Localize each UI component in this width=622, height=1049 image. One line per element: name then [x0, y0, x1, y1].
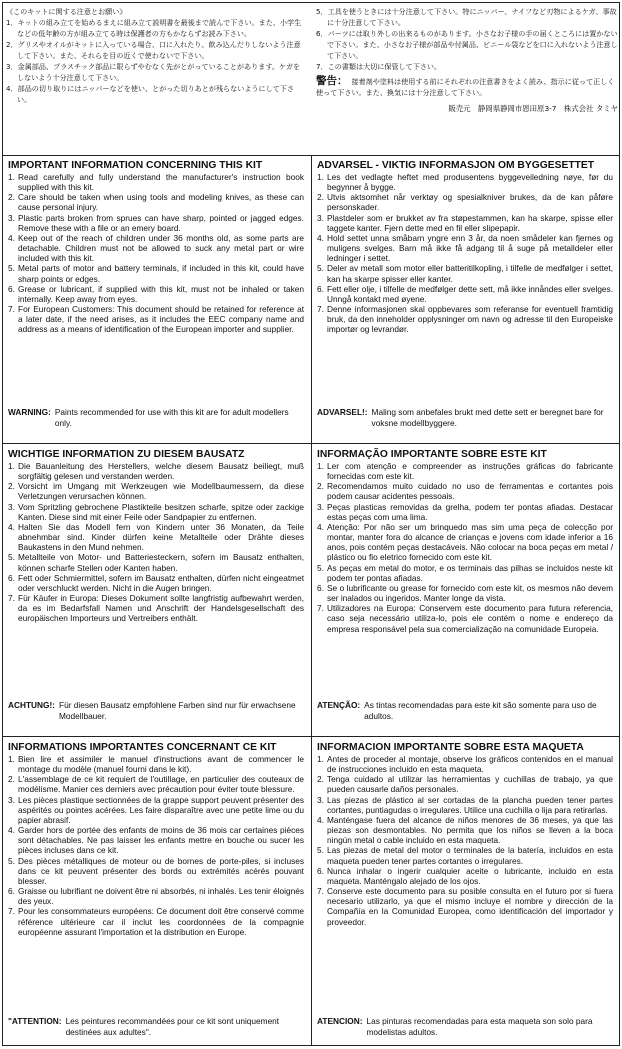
note-label: ATENCION:	[317, 1016, 363, 1026]
list-item: 4. Garder hors de portée des enfants de moins de 36 mois car certaines pièces sont détachables. Ne pas laisser les enfants mettre en bouche ou sucer les pièces incluses dans ce kit.	[8, 825, 304, 856]
list-item: 2. Vorsicht im Umgang mit Werkzeugen wie Modellbaumessern, da diese Verletzungen verursachen können.	[8, 481, 304, 502]
note-label: WARNING:	[8, 407, 51, 417]
list-item: 7. Pour les consommateurs européens: Ce document doit être conservé comme référence ultérieure car il inclut les coordonnées de la compagnie européenne assurant l'importation et la distribution en Europe.	[8, 906, 304, 937]
note-text: As tintas recomendadas para este kit são somente para uso de adultos.	[364, 700, 597, 721]
japanese-item: 4．部品の切り取りにはニッパーなどを使い、とがった切りあとが残らないようにして下さい。	[6, 84, 294, 104]
section-english-warning	[8, 407, 304, 428]
section-spanish	[317, 742, 613, 927]
list-item: 1. Bien lire et assimiler le manuel d'instructions avant de commencer le montage du modèle (manuel fourni dans le kit).	[8, 754, 304, 775]
list-item: 5. Metallteile von Motor- und Batteriesteckern, sofern im Bausatz enthalten, können scharfe Stellen oder Kanten haben.	[8, 552, 304, 573]
japanese-item: 3．金属部品、プラスチック部品に限らずやむなく先がとがっていることがあります。ケガをしないよう十分注意して下さい。	[6, 62, 301, 82]
note-text: Paints recommended for use with this kit are for adult modellers only.	[54, 407, 289, 428]
note-label: ADVARSEL!:	[317, 407, 368, 417]
list-item: 3. Plastic parts broken from sprues can have sharp, pointed or jagged edges. Remove these with a file or an emery board.	[8, 212, 304, 233]
section-title: IMPORTANT INFORMATION CONCERNING THIS KIT	[8, 160, 263, 171]
list-item: 2. Recomendamos muito cuidado no uso de ferramentas e cortantes pois podem causar acidentes pessoais.	[317, 481, 613, 502]
list-item: 6. Nunca inhalar o ingerir cualquier aceite o lubricante, incluido en esta maqueta. Manténgalo alejado de los ojos.	[317, 865, 613, 886]
list-item: 1. Antes de proceder al montaje, observe los gráficos contenidos en el manual de instrucciones incluido en esta maqueta.	[317, 754, 613, 775]
section-portuguese-warning	[317, 700, 613, 721]
japanese-warning	[316, 76, 618, 98]
list-item: 5. Des pièces métalliques de moteur ou de bornes de porte-piles, si incluses dans ce kit peuvent présenter des bords ou extrémités acérés pouvant blesser.	[8, 855, 304, 886]
japanese-item: 7．この書類は大切に保管して下さい。	[316, 62, 442, 71]
list-item: 6. Fett eller olje, i tilfelle de medfølger dette sett, må ikke innåndes eller svelges. Unngå kontakt med øyene.	[317, 283, 613, 304]
list-item: 5. Las piezas de metal del motor o terminales de la batería, incluidos en esta maqueta pueden tener partes cortantes o irregulares.	[317, 845, 613, 866]
list-item: 7. Utilizadores na Europa: Conservem este documento para futura referencia, caso seja necessário utiliza-lo, pois ele contém o nome e endereço da empresa responsável pela sua comercialização na comunidade Europeia.	[317, 603, 613, 634]
list-item: 6. Fett oder Schmiermittel, sofern im Bausatz enthalten, dürfen nicht eingeatmet oder verschluckt werden. Nicht in die Augen bringen.	[8, 572, 304, 593]
list-item: 7. Conserve este documento para su posible consulta en el futuro por si fuera necesario utilizarlo, ya que el mismo incluye el nombre y dirección de la Compañía en la Comunidad Europea, como identificación del importador y proveedor.	[317, 886, 613, 927]
note-label: ATENÇÃO:	[317, 700, 361, 710]
list-item: 2. Tenga cuidado al utilizar las herramientas y cuchillas de trabajo, ya que pueden causarle daños personales.	[317, 774, 613, 795]
list-item: 4. Hold settet unna småbarn yngre enn 3 år, da noen smådeler kan fjernes og muligens svelges. Barn må ikke få adgang til å suge på metalldeler eller ledninger i settet.	[317, 232, 613, 264]
section-portuguese	[317, 449, 613, 634]
japanese-warning-text: 接着剤や塗料は使用する前にそれぞれの注意書きをよく読み、指示に従って正しく使って下さい。また、換気には十分注意して下さい。	[316, 77, 615, 97]
list-item: 1. Les det vedlagte heftet med produsentens byggeveiledning nøye, før du begynner å bygge.	[317, 172, 613, 193]
section-french-warning	[8, 1016, 304, 1037]
list-item: 1. Read carefully and fully understand the manufacturer's instruction book supplied with this kit.	[8, 172, 304, 193]
section-german	[8, 449, 304, 624]
japanese-notice-right	[316, 6, 618, 114]
list-item: 4. Keep out of the reach of children under 36 months old, as some parts are detachable. Children must not be allowed to suck any metal part or wire included with this kit.	[8, 232, 304, 264]
list-item: 3. Las piezas de plástico al ser cortadas de la plancha pueden tener partes cortantes, puntiagudas o irregulares. Utilice una cuchilla o lija para retirarlas.	[317, 794, 613, 815]
section-french	[8, 742, 304, 937]
japanese-notice-left	[6, 6, 306, 105]
section-spanish-warning	[317, 1016, 613, 1037]
list-item: 3. Peças plasticas removidas da grelha, podem ter pontas afiadas. Destacar estas peças com uma lima.	[317, 501, 613, 522]
japanese-title: 《このキットに関する注意とお願い》	[6, 7, 127, 16]
note-label: ACHTUNG!:	[8, 700, 56, 710]
list-item: 6. Grease or lubricant, if supplied with this kit, must not be inhaled or taken internally. Keep away from eyes.	[8, 283, 304, 304]
list-item: 7. Denne informasjonen skal oppbevares som referanse for eventuell framtidig bruk, da den inneholder opplysninger om navn og adresse til den Europeiske importør og levrandør.	[317, 304, 613, 335]
list-item: 7. For European Customers: This document should be retained for reference at a later date, if the need arises, as it includes the EEC company name and address as a means of identification of the European importer and supplier.	[8, 304, 304, 335]
list-item: 2. Care should be taken when using tools and modeling knives, as these can cause personal injury.	[8, 192, 304, 213]
instruction-sheet	[2, 2, 620, 1046]
list-item: 1. Ler com atenção e compreender as instruções gráficas do fabricante fornecidas com este kit.	[317, 461, 613, 482]
section-title: WICHTIGE INFORMATION ZU DIESEM BAUSATZ	[8, 449, 245, 460]
list-item: 5. As peças em metal do motor, e os terminais das pilhas se incluidos neste kit podem ter pontas afiadas.	[317, 562, 613, 583]
japanese-maker: 販売元 静岡県静岡市恩田原3-7 株式会社 タミヤ	[448, 104, 618, 113]
section-title: ADVARSEL - VIKTIG INFORMASJON OM BYGGESETTET	[317, 160, 595, 171]
list-item: 1. Die Bauanleitung des Herstellers, welche diesem Bausatz beiliegt, muß sorgfältig gelesen und verstanden werden.	[8, 461, 304, 482]
list-item: 6. Se o lubrificante ou grease for fornecido com este kit, os mesmos não devem ser inalados ou ingeridos. Manter longe da vista.	[317, 582, 613, 604]
list-item: 2. L'assemblage de ce kit requiert de l'outillage, en particulier des couteaux de modélisme. Manier ces derniers avec précaution pour éviter toute blessure.	[8, 774, 304, 795]
list-item: 3. Les pièces plastique sectionnées de la grappe support peuvent présenter des aspérités ou pointes acérées. Les faire disparaître avec une petite lime ou du papier abrasif.	[8, 794, 304, 825]
section-title: INFORMACION IMPORTANTE SOBRE ESTA MAQUETA	[317, 742, 584, 753]
list-item: 4. Atenção: Por não ser um brinquedo mas sim uma peça de colecção por montar, manter fora do alcance de crianças e jovens com idade inferior a 16 anos, pois contém peças destacáveis. Não colocar na boca peças em metal / plástico ou fio eletrico fornecido com este kit.	[317, 521, 613, 563]
japanese-item: 1．キットの組み立てを始めるまえに組み立て説明書を最後まで読んで下さい。また、小学生などの低年齢の方が組み立てる時は保護者の方もかならずお読み下さい。	[6, 18, 302, 38]
section-german-warning	[8, 700, 304, 721]
japanese-item: 5．工具を使うときには十分注意して下さい。特にニッパー、ナイフなど刃物によるケガ、事故に十分注意して下さい。	[316, 7, 617, 27]
list-item: 3. Vom Spritzling gebrochene Plastikteile besitzen scharfe, spitze oder zackige Kanten. Diese sind mit einer Feile oder Sandpapier zu entfernen.	[8, 501, 304, 522]
list-item: 5. Deler av metall som motor eller batteritilkopling, i tilfelle de medfølger i settet, kan ha skarpe spisser eller kanter.	[317, 263, 613, 284]
list-item: 4. Manténgase fuera del alcance de niños menores de 36 meses, ya que las piezas son desmontables. No permita que los niños se lleven a la boca ningún metal o cable incluido en esta maqueta.	[317, 814, 613, 846]
list-item: 3. Plastdeler som er brukket av fra støpestammen, kan ha skarpe, spisse eller taggete kanter. Fjern dette med en fil eller slipepapir.	[317, 212, 613, 233]
section-title: INFORMATIONS IMPORTANTES CONCERNANT CE KIT	[8, 742, 277, 753]
list-item: 6. Graisse ou lubrifiant ne doivent être ni absorbés, ni inhalés. Les tenir éloignés des yeux.	[8, 886, 304, 907]
list-item: 4. Halten Sie das Modell fern von Kindern unter 36 Monaten, da Teile abnehmbar sind. Kinder dürfen keine Metallteile oder Drähte dieses Baukastens in den Mund nehmen.	[8, 521, 304, 553]
japanese-item: 2．グリスやオイルがキットに入っている場合、口に入れたり、飲み込んだりしないよう注意して下さい。また、それらを目の近くで使わないで下さい。	[6, 40, 301, 60]
japanese-notice	[6, 6, 618, 148]
section-norwegian	[317, 160, 613, 335]
list-item: 5. Metal parts of motor and battery terminals, if included in this kit, could have sharp points or edges.	[8, 263, 304, 284]
note-text: Für diesen Bausatz empfohlene Farben sind nur für erwachsene Modellbauer.	[59, 700, 296, 721]
section-title: INFORMAÇÃO IMPORTANTE SOBRE ESTE KIT	[317, 449, 547, 460]
japanese-item: 6．パーツには取り外しの出来るものがあります。小さなお子様の手の届くところには置かないで下さい。また、小さなお子様が部品や付属品、ビニール袋などを口に入れないよう注意して下さい。	[316, 29, 618, 60]
note-text: Las pinturas recomendadas para esta maqueta son solo para modelistas adultos.	[366, 1016, 593, 1037]
note-label: "ATTENTION:	[8, 1016, 62, 1026]
section-norwegian-warning	[317, 407, 613, 428]
list-item: 7. Für Käufer in Europa: Dieses Dokument sollte langfristig aufbewahrt werden, da es im Bedarfsfall Namen und Anschrift der Handelsgesellschaft des europäischen Importeurs und Vertreibers enthält.	[8, 593, 304, 624]
list-item: 2. Utvis aktsomhet når verktøy og spesialkniver brukes, da de kan påføre personskader.	[317, 192, 613, 213]
section-english	[8, 160, 304, 335]
column-divider	[311, 155, 312, 1045]
note-text: Maling som anbefales brukt med dette sett er beregnet bare for voksne modellbyggere.	[371, 407, 604, 428]
japanese-warning-label: 警告：	[316, 75, 348, 87]
note-text: Les peintures recommandées pour ce kit sont uniquement destinées aux adultes".	[65, 1016, 280, 1037]
